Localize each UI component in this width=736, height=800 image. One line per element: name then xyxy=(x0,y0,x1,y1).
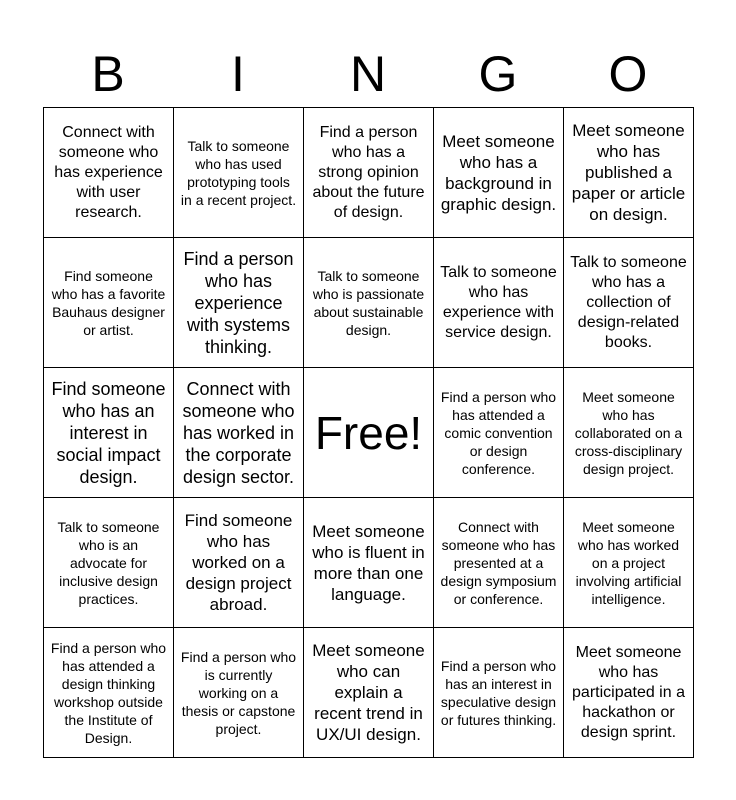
bingo-cell[interactable] xyxy=(564,498,694,628)
header-letter-n: N xyxy=(349,46,387,102)
cell-text: Connect with someone who has experience with user research. xyxy=(54,123,163,221)
cell-text: Meet someone who has published a paper or article on design. xyxy=(571,121,686,224)
cell-text: Find a person who has attended a comic convention or design conference. xyxy=(440,388,557,477)
cell-text: Find a person who has attended a design thinking workshop outside the Institute of Design. xyxy=(50,639,167,746)
cell-text: Meet someone who has worked on a project involving artificial intelligence. xyxy=(575,518,682,607)
cell-text: Meet someone who is fluent in more than one language. xyxy=(312,521,425,604)
bingo-cell[interactable] xyxy=(44,108,174,238)
bingo-header xyxy=(43,40,693,108)
bingo-cell[interactable] xyxy=(174,108,304,238)
cell-text: Find a person who has a strong opinion about the future of design. xyxy=(312,123,425,221)
header-letter-i: I xyxy=(231,46,245,102)
cell-text: Talk to someone who is an advocate for inclusive design practices. xyxy=(57,518,160,607)
bingo-cell[interactable] xyxy=(434,628,564,758)
bingo-cell[interactable] xyxy=(44,238,174,368)
bingo-cell[interactable] xyxy=(564,238,694,368)
cell-text: Connect with someone who has presented at a design symposium or conference. xyxy=(440,518,557,607)
cell-text: Find someone who has worked on a design project abroad. xyxy=(184,511,293,614)
bingo-cell[interactable] xyxy=(434,498,564,628)
header-letter-g: G xyxy=(478,46,518,102)
bingo-cell[interactable] xyxy=(44,498,174,628)
bingo-cell[interactable] xyxy=(44,628,174,758)
free-space[interactable] xyxy=(304,368,434,498)
bingo-cell[interactable] xyxy=(434,108,564,238)
bingo-cell[interactable] xyxy=(44,368,174,498)
bingo-cell[interactable] xyxy=(304,498,434,628)
cell-text: Find someone who has a favorite Bauhaus designer or artist. xyxy=(51,267,166,338)
bingo-cell[interactable] xyxy=(434,368,564,498)
bingo-cell[interactable] xyxy=(174,498,304,628)
header-letter-o: O xyxy=(608,46,648,102)
bingo-cell[interactable] xyxy=(564,628,694,758)
cell-text: Meet someone who has a background in graphic design. xyxy=(440,131,557,214)
bingo-cell[interactable] xyxy=(434,238,564,368)
bingo-board xyxy=(43,107,694,758)
bingo-cell[interactable] xyxy=(304,238,434,368)
cell-text: Connect with someone who has worked in the corporate design sector. xyxy=(182,378,295,487)
cell-text: Meet someone who has collaborated on a cross-disciplinary design project. xyxy=(574,388,683,477)
bingo-cell[interactable] xyxy=(564,368,694,498)
cell-text: Meet someone who can explain a recent trend in UX/UI design. xyxy=(312,641,425,744)
cell-text: Find a person who has experience with systems thinking. xyxy=(183,248,294,357)
cell-text: Talk to someone who is passionate about sustainable design. xyxy=(312,267,425,338)
cell-text: Meet someone who has participated in a hackathon or design sprint. xyxy=(572,643,685,741)
bingo-cell[interactable] xyxy=(304,108,434,238)
cell-text: Talk to someone who has used prototyping tools in a recent project. xyxy=(180,137,297,208)
bingo-cell[interactable] xyxy=(174,238,304,368)
bingo-cell[interactable] xyxy=(304,628,434,758)
free-space-label: Free! xyxy=(314,406,423,459)
bingo-cell[interactable] xyxy=(174,628,304,758)
cell-text: Talk to someone who has a collection of design-related books. xyxy=(570,253,687,351)
cell-text: Find someone who has an interest in social impact design. xyxy=(51,378,166,487)
bingo-cell[interactable] xyxy=(174,368,304,498)
header-letter-b: B xyxy=(91,46,125,102)
cell-text: Find a person who has an interest in speculative design or futures thinking. xyxy=(440,657,557,728)
cell-text: Talk to someone who has experience with service design. xyxy=(440,263,557,341)
cell-text: Find a person who is currently working on a thesis or capstone project. xyxy=(180,648,297,737)
bingo-cell[interactable] xyxy=(564,108,694,238)
